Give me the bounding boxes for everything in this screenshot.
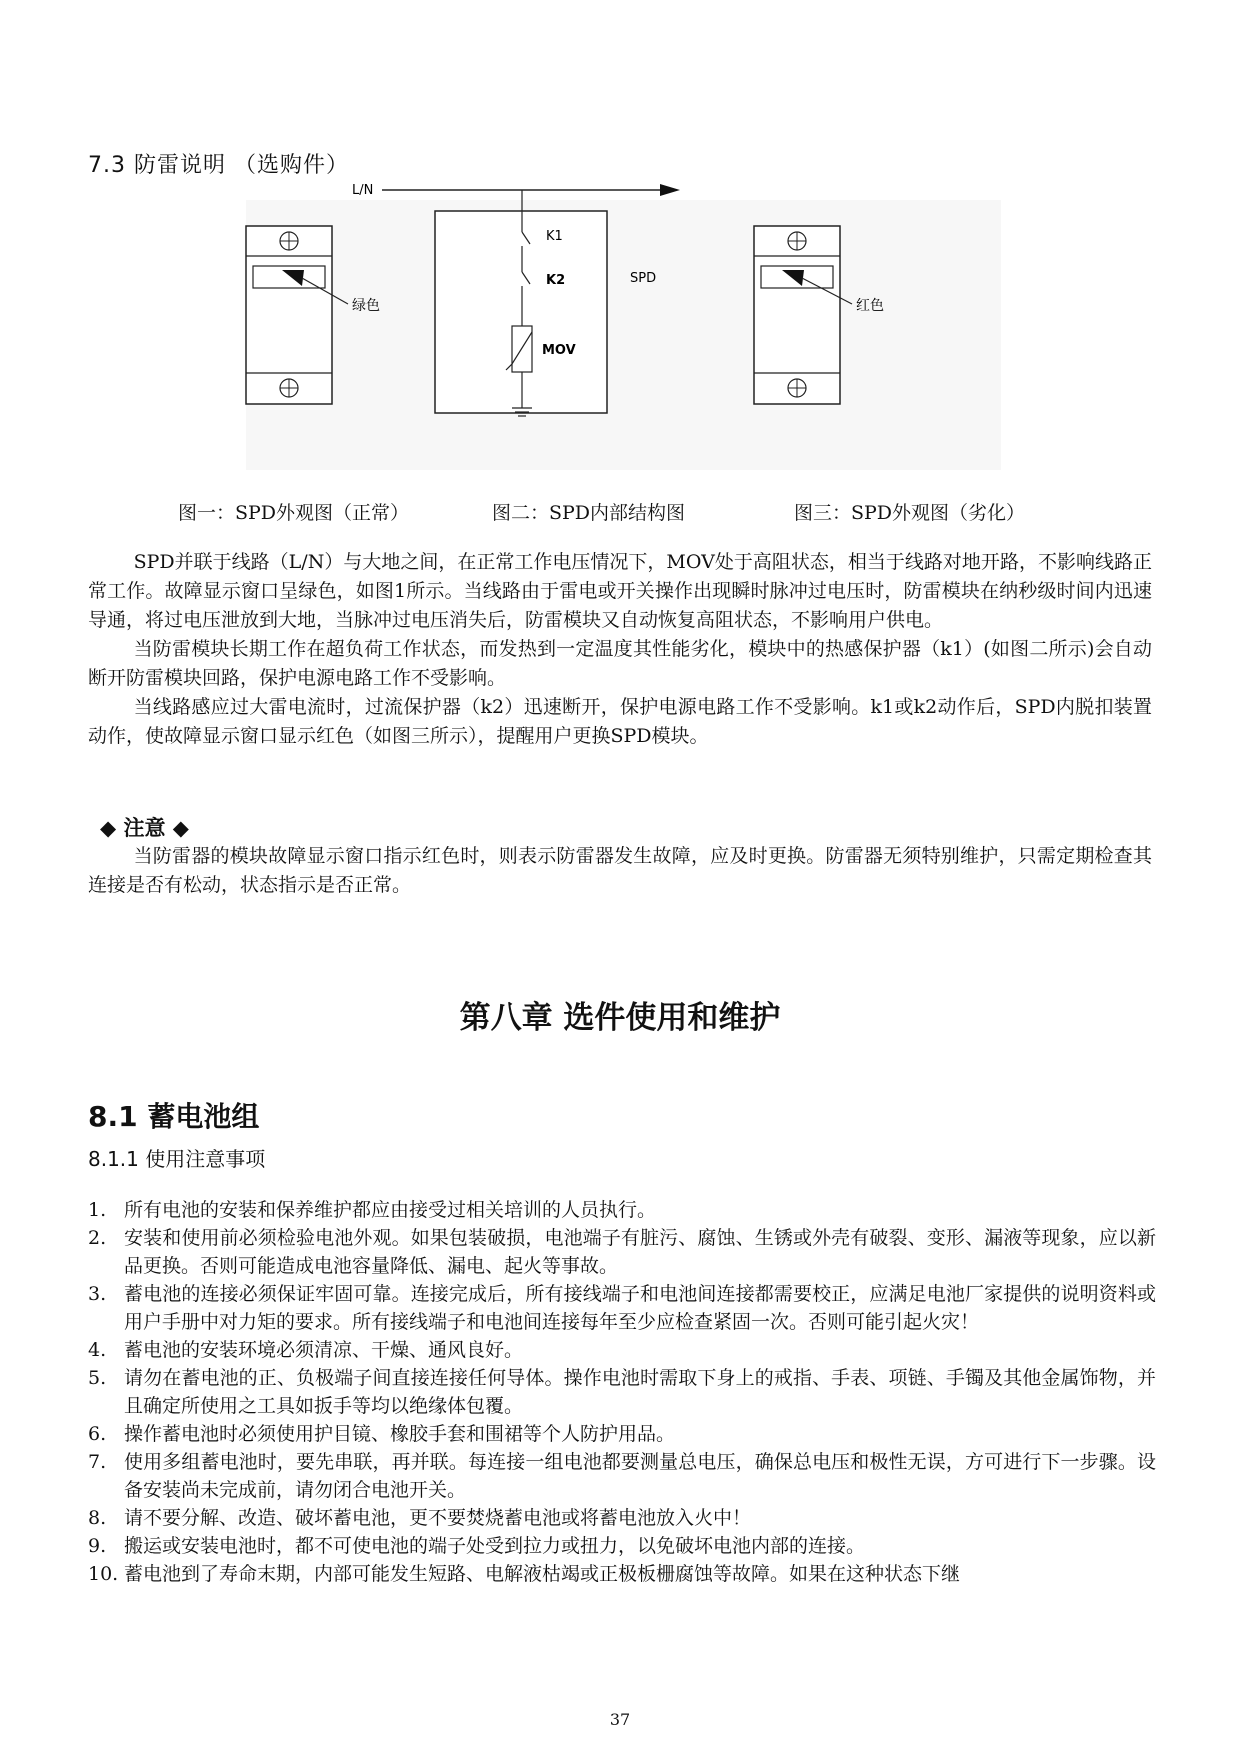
paragraph: SPD并联于线路（L/N）与大地之间，在正常工作电压情况下，MOV处于高阻状态，相当于线路对地开路，不影响线路正常工作。故障显示窗口呈绿色，如图1所示。当线路由于雷电或开关操作出现瞬时脉冲过电压时，防雷模块在纳秒级时间内迅速导通，将过电压泄放到大地，当脉冲过电压消失后，防雷模块又自动恢复高阻状态，不影响用户供电。: [88, 551, 1152, 631]
battery-precautions-list: [88, 1196, 1156, 1588]
list-item: 1. 所有电池的安装和保养维护都应由接受过相关培训的人员执行。: [88, 1199, 657, 1221]
list-item: 7. 使用多组蓄电池时，要先串联，再并联。每连接一组电池都要测量总电压，确保总电压和极性无误，方可进行下一步骤。设备安装尚未完成前，请勿闭合电池开关。: [88, 1451, 1156, 1501]
list-item: 4. 蓄电池的安装环境必须清凉、干燥、通风良好。: [88, 1339, 524, 1361]
mov-label: MOV: [542, 343, 576, 358]
green-label: 绿色: [352, 298, 380, 314]
spd-module-normal: [246, 226, 348, 404]
spd-label: SPD: [630, 271, 657, 286]
k1-label: K1: [546, 229, 563, 244]
section-8-1-title: 8.1 蓄电池组: [88, 1100, 260, 1133]
red-label: 红色: [856, 298, 884, 314]
figure-background: [246, 200, 1001, 470]
notice-heading: ◆ 注意 ◆: [100, 816, 189, 840]
paragraph: 当线路感应过大雷电流时，过流保护器（k2）迅速断开，保护电源电路工作不受影响。k1或k2动作后，SPD内脱扣装置动作，使故障显示窗口显示红色（如图三所示），提醒用户更换SPD模块。: [88, 696, 1152, 747]
ln-label: L/N: [352, 183, 374, 198]
list-item: 10. 蓄电池到了寿命末期，内部可能发生短路、电解液枯竭或正极板栅腐蚀等故障。如果在这种状态下继: [88, 1563, 961, 1585]
spd-module-degraded: [754, 226, 852, 404]
figure-caption-2: 图二：SPD内部结构图: [492, 502, 686, 524]
k2-label: K2: [546, 273, 566, 288]
figure-caption-1: 图一：SPD外观图（正常）: [178, 502, 410, 524]
spd-figure: [240, 183, 1000, 478]
section-7-3-title: 7.3 防雷说明 （选购件）: [88, 153, 349, 178]
list-item: 6. 操作蓄电池时必须使用护目镜、橡胶手套和围裙等个人防护用品。: [88, 1423, 676, 1445]
figure-caption-3: 图三：SPD外观图（劣化）: [794, 502, 1026, 524]
list-item: 3. 蓄电池的连接必须保证牢固可靠。连接完成后，所有接线端子和电池间连接都需要校正，应满足电池厂家提供的说明资料或用户手册中对力矩的要求。所有接线端子和电池间连接每年至少应检查紧固一次。否则可能引起火灾！: [88, 1283, 1156, 1333]
paragraph: 当防雷器的模块故障显示窗口指示红色时，则表示防雷器发生故障，应及时更换。防雷器无须特别维护，只需定期检查其连接是否有松动，状态指示是否正常。: [88, 845, 1152, 896]
list-item: 9. 搬运或安装电池时，都不可使电池的端子处受到拉力或扭力，以免破坏电池内部的连接。: [88, 1535, 866, 1557]
list-item: 5. 请勿在蓄电池的正、负极端子间直接连接任何导体。操作电池时需取下身上的戒指、手表、项链、手镯及其他金属饰物，并且确定所使用之工具如扳手等均以绝缘体包覆。: [88, 1367, 1156, 1417]
spd-description: [88, 548, 1152, 751]
paragraph: 当防雷模块长期工作在超负荷工作状态，而发热到一定温度其性能劣化，模块中的热感保护器（k1）(如图二所示)会自动断开防雷模块回路，保护电源电路工作不受影响。: [88, 638, 1152, 689]
page-number: 37: [609, 1710, 631, 1729]
chapter-title: 第八章 选件使用和维护: [459, 1000, 781, 1036]
list-item: 2. 安装和使用前必须检验电池外观。如果包装破损，电池端子有脏污、腐蚀、生锈或外壳有破裂、变形、漏液等现象，应以新品更换。否则可能造成电池容量降低、漏电、起火等事故。: [88, 1227, 1156, 1277]
notice-body: [88, 842, 1152, 900]
list-item: 8. 请不要分解、改造、破坏蓄电池，更不要焚烧蓄电池或将蓄电池放入火中！: [88, 1507, 752, 1529]
section-8-1-1-title: 8.1.1 使用注意事项: [88, 1147, 266, 1171]
